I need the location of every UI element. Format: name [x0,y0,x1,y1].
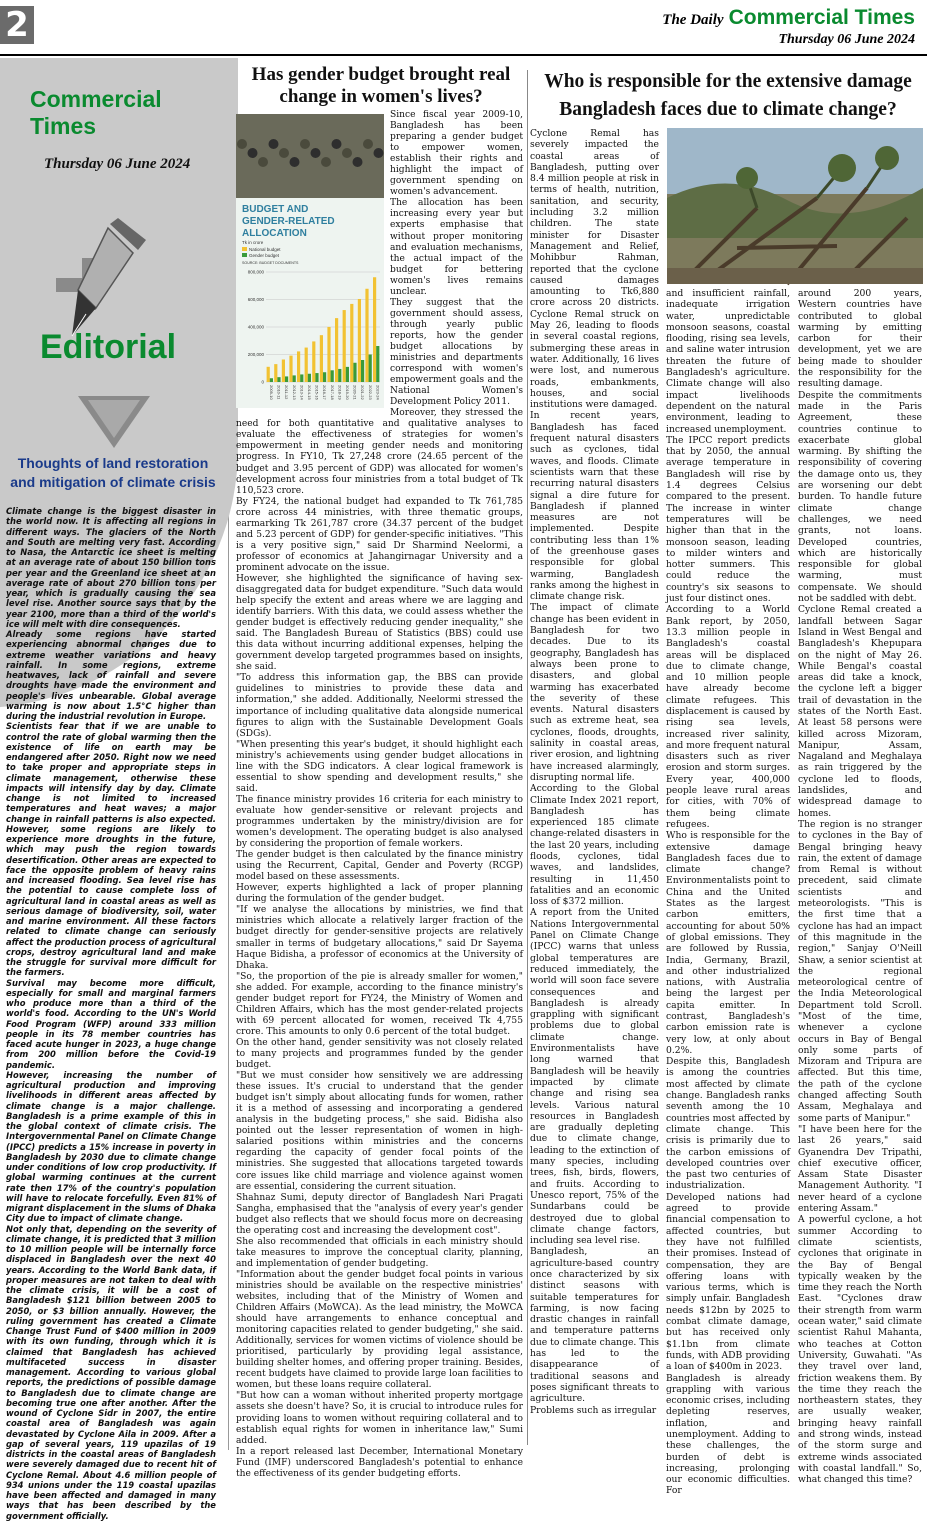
legend-gender: Gender budget [249,253,280,258]
gender-paragraph: "But how can a woman without inherited property mortgage assets she doesn't have? So, it is crucial to introduce rules for providing loans to women without requiring collateral and to establish equal rights for women in inheritance law," Sumi added. [236,1391,523,1446]
editorial-sidebar [0,58,229,1521]
x-tick-label: 2014-15 [307,385,313,400]
gender-budget-chart [236,114,384,408]
chart-unit: Tk in crore [242,240,264,245]
climate-paragraph: A powerful cyclone, a hot summer According to climate scientists, cyclones that originate in the Bay of Bengal typically weaken by the time they reach the North East. "Cyclones draw their strength from warm ocean water," said climate scientist Rahul Mahanta, who teaches at Cotton University, Guwahati. "As they travel over land, friction weakens them. By the time they reach the northeastern states, they are usually weaker, bringing heavy rainfall and strong winds, instead of the storm surge and extreme winds associated with coastal landfall." So, what changed this time? [798,1214,922,1486]
editorial-paragraph: Scientists fear that if we are unable to control the rate of global warming then the existence of life on earth may be endangered after 2050. Right now we need to take proper and appropriate steps in climate management, otherwise these impacts will intensify day by day. Climate change is not limited to increased temperatures and heat waves; a major change in rainfall patterns is also expected. However, some regions are likely to experience more droughts in the future, which may push the region towards desertification. Other areas are expected to face the opposite problem of heavy rains and increased flooding. Sea level rise has the potential to cause complete loss of agricultural land in coastal areas as well as serious damage of biodiversity, soil, water and marine environment. All these factors related to climate change can seriously affect the production process of agricultural crops, destroy agricultural land and make the struggle for survival more difficult for the farmers. [6,721,216,978]
climate-paragraph: Cyclone Remal has severely impacted the coastal areas of Bangladesh, putting over 8.4 million people at risk in terms of health, nutrition, sanitation, and security, including 3.2 million children. The state minister for Disaster Management and Relief, Mohibbur Rahman, reported that the cyclone caused damages amounting to Tk6,880 crore across 20 districts. Cyclone Remal struck on May 26, leading to floods in several coastal regions, submerging these areas in water. Additionally, 16 lives were lost, and numerous roads, embankments, houses, and social institutions were damaged. [530,128,659,411]
bar-national [305,348,308,382]
bar-national [320,335,323,382]
climate-paragraph: Bangladesh is already grappling with various economic crises, including depleting reserves, inflation, and unemployment. Adding to these challenges, the burden of debt is increasing, prolonging our economic difficulties. For [666,1372,790,1497]
x-tick-label: 2023-24 [375,385,381,400]
gender-paragraph: "But we must consider how sensitively we are addressing these issues. It's crucial to understand that the gender budget isn't simply about allocating funds for women, rather it is a method of assessing and incorporating a gendered analysis in the budgeting process," she said. Bidisha also pointed out the lesser representation of women in high-salaried positions within ministries and the concerns regarding the capacity of gender focal points of the ministries. She suggested that allocations targeted towards core issues like child marriage and violence against women are essential, considering the current situation. [236,1071,523,1192]
legend-swatch-national [242,247,247,251]
sidebar-section-title: Editorial [40,328,177,366]
climate-paragraph: The impact of climate change has been evident in Bangladesh for two decades. Due to its geography, Bangladesh has always been prone to disasters, and global warming has exacerbated the severity of these events. Natural disasters such as extreme heat, sea cyclones, floods, droughts, salinity in coastal areas, river erosion, and lightning have increased alarmingly, disrupting normal life. [530,602,659,783]
climate-paragraph: A report from the United Nations Intergovernmental Panel on Climate Change (IPCC) warns that unless global temperatures are reduced immediately, the world will soon face severe consequences and Bangladesh is already grappling with significant problems due to global climate change. Environmentalists have long warned that Bangladesh will be heavily impacted by climate change and rising sea levels. Various natural resources in Bangladesh are gradually depleting due to climate change, leading to the extinction of many species, including trees, fish, birds, flowers, and fruits. According to Unesco report, 75% of the Sundarbans could be destroyed due to global climate change factors, including sea level rise. [530,907,659,1247]
gender-article-headline: Has gender budget brought real change in women's lives? [251,64,511,107]
x-tick-label: 2012-13 [291,385,297,400]
crowd-figure [279,148,289,158]
gender-paragraph: They suggest that the government should assess, through yearly public reports, how the gender budget allocations by ministries and departments correspond with women's empowerment goals and the National Women's Development Policy 2011. [390,297,523,408]
bar-national [312,341,315,382]
bar-national [327,327,330,382]
bar-national [282,360,285,382]
legend-national: National budget [249,247,281,252]
climate-paragraph: According to the Global Climate Index 2021 report, Bangladesh has experienced 185 climate change-related disasters in the last 20 years, including floods, cyclones, tidal waves, and landslides, resulting in 11,450 fatalities and an economic loss of $372 million. [530,783,659,908]
editorial-paragraph: Survival may become more difficult, especially for small and marginal farmers who produce more than a third of the world's food. According to the UN's World Food Program (WFP) around 333 million people in its 78 member countries has faced acute hunger in 2023, a huge change from 200 million before the Covid-19 pandemic. [6,977,216,1070]
bar-gender [331,370,334,382]
gender-paragraph: On the other hand, gender sensitivity was not closely related to many projects and programmes funded by the gender budget. [236,1037,523,1071]
bar-national [343,310,346,382]
x-tick-label: 2019-20 [345,385,351,400]
bar-national [267,367,270,382]
gender-paragraph: The gender budget is then calculated by the finance ministry using the Recurrent, Capital, Gender and Poverty (RCGP) model based on these assessments. [236,850,523,883]
x-tick-label: 2021-22 [360,385,366,400]
crowd-figure [374,148,384,158]
editorial-body [6,506,216,1521]
crowd-figure [311,148,321,158]
crowd-figure [258,157,268,167]
chart-caption-3: ALLOCATION [242,228,307,239]
chart-caption-2: GENDER-RELATED [242,216,335,227]
crowd-figure [269,139,279,149]
climate-paragraph: and insufficient rainfall, inadequate irrigation water, unpredictable monsoon seasons, coastal flooding, rising sea levels, and saline water intrusion threaten the future of Bangladesh's agriculture. Climate change will also impact livelihoods dependent on the natural environment, leading to increased unemployment. [666,288,790,435]
gender-paragraph: In a report released last December, International Monetary Fund (IMF) underscored Bangladesh's potential to enhance the effectiveness of its gender budgeting efforts. [236,1446,523,1479]
gender-paragraph: Since fiscal year 2009-10, Bangladesh has been preparing a gender budget to empower women, establish their rights and highlight the impact of government spending on women's advancement. [390,110,523,198]
sidebar-logo: Commercial Times [30,86,162,139]
climate-paragraph: Cyclone Remal created a landfall between Sagar Island in West Bengal and Bangladesh's Khepupara on the night of May 26. While Bengal's coastal areas did take a knock, the cyclone left a bigger trail of devastation in the states of the North East. At least 58 persons were killed across Mizoram, Manipur, Assam, Nagaland and Meghalaya as rain triggered by the cyclone led to floods, landslides, and widespread damage to homes. [798,604,922,819]
bar-national [289,356,292,382]
crowd-figure [237,139,247,149]
gender-paragraph: However, experts highlighted a lack of proper planning during the formulation of the gender budget. [236,883,523,905]
crowd-figure [353,157,363,167]
sidebar-date: Thursday 06 June 2024 [44,156,191,172]
column-divider [527,70,528,1445]
x-tick-label: 2013-14 [299,385,305,400]
gender-paragraph: Moreover, they stressed the need for both quantitative and qualitative analyses to evaluate the effectiveness of strategies for women's empowerment in meeting gender needs and monitoring progress. In FY10, Tk 27,248 crore (24.65 percent of the budget and 3.95 percent of GDP) was allocated for women's development across four ministries from a total budget of Tk 110,523 crore. [236,408,523,496]
editorial-paragraph: Already some regions have started experiencing abnormal changes due to extreme weather variations and heavy rainfall. In some regions, extreme heatwaves, lack of rainfall and severe droughts have made the environment and people's lives unbearable. Global average warming is now about 1.5°C higher than during the industrial revolution in Europe. [6,629,216,721]
down-triangle-icon [78,396,150,448]
masthead-daily: The Daily [662,12,724,28]
header-date: Thursday 06 June 2024 [778,32,915,47]
bar-gender [285,376,288,382]
gender-article-body [236,110,523,1480]
x-tick-label: 2020-21 [352,385,358,400]
x-tick-label: 2017-18 [329,385,335,400]
bar-national [274,364,277,382]
climate-paragraph: around 200 years, Western countries have contributed to global warming by emitting carbon for their development, yet we are being made to shoulder the responsibility for the resulting damage. [798,288,922,390]
y-tick-label: 400,000 [247,324,264,330]
bar-gender [361,360,364,382]
climate-column-2 [666,288,790,1497]
bar-national [297,351,300,382]
bar-gender [346,367,349,382]
gender-paragraph: By FY24, the national budget had expanded to Tk 761,785 crore across 44 ministries, with three thematic groups, earmarking Tk 261,787 crore (34.37 percent of the budget and 5.23 percent of GDP) for gender-specific initiatives. "This is a very positive sign," said Dr Sharmind Neelormi, a professor of economics at Jahangirnagar University and a prominent advocate on the issue. [236,496,523,573]
bar-national [335,318,338,382]
editorial-title: Thoughts of land restoration and mitigation of climate crisis [10,455,216,490]
climate-article-headline: Who is responsible for the extensive damage Bangladesh faces due to climate change? [544,71,912,120]
gender-paragraph: "So, the proportion of the pie is already smaller for women," she added. For example, according to the finance ministry's gender budget report for FY24, the Ministry of Women and Children Affairs, which has the most gender-related projects with 69 percent allocated for women, received Tk 4,755 crore. This amounts to only 0.6 percent of the total budget. [236,971,523,1037]
bar-gender [369,355,372,383]
editorial-paragraph: Climate change is the biggest disaster in the world now. It is affecting all regions in different ways. The glaciers of the North and South are melting very fast. According to Nasa, the Antarctic ice sheet is melting at an average rate of about 150 billion tons per year and the Greenland ice sheet at an average rate of about 270 billion tons per year, which is gradually causing the sea level rise. Another source says that by the year 2100, more than a third of the world's ice will melt with dire consequences. [6,506,216,629]
climate-paragraph: "I have been here for the last 26 years," said Gyanendra Dev Tripathi, chief executive officer, Assam State Disaster Management Authority. "I never heard of a cyclone entering Assam." [798,1123,922,1215]
gender-paragraph: The finance ministry provides 16 criteria for each ministry to evaluate how gender-sensitive or relevant projects and programmes undertaken by the ministry/division are for women's development. The operating budget is also analysed by considering the proportion of female workers. [236,794,523,850]
gender-paragraph: "Information about the gender budget focal points in various ministries should be available on the respective ministries' websites, including that of the Ministry of Women and Children Affairs (MoWCA). As the lead ministry, the MoWCA should have arrangements to enhance conceptual and monitoring capacities related to gender budgeting," she said. Additionally, services for women victims of violence should be prioritised, particularly by providing legal assistance, building shelter homes, and offering proper training. Besides, recent budgets have claimed to provide large loan facilities to women, but these loans require collateral. [236,1269,523,1391]
x-tick-label: 2011-12 [284,385,290,400]
bar-gender [308,374,311,382]
climate-paragraph: Who is responsible for the extensive damage Bangladesh faces due to climate change? Environmentalists point to China and the United States as the largest carbon emitters, accounting for about 50% of global emissions. They are followed by Russia, India, Germany, Brazil, and other industrialized nations, with Australia being the largest per capita emitter. In contrast, Bangladesh's carbon emission rate is very low, at only about 0.2%. [666,830,790,1056]
protest-photo [236,114,384,198]
y-tick-label: 600,000 [247,297,264,302]
page-number: 2 [0,6,34,44]
masthead-name: Commercial Times [728,6,915,29]
crowd-figure [290,157,300,167]
bar-gender [353,363,356,382]
bar-gender [293,375,296,382]
bar-national [365,289,368,382]
bar-gender [270,378,273,382]
climate-paragraph: Despite this, Bangladesh is among the countries most affected by climate change. Bangladesh ranks seventh among the 10 countries most affected by climate change. This crisis is primarily due to the carbon emissions of developed countries over the past two centuries of industrialization. Developed nations had agreed to provide financial compensation to affected countries, but they have not fulfilled their promises. Instead of compensation, they are offering loans with various terms, which is simply unfair. Bangladesh needs $12bn by 2025 to combat climate damage, but has received only $1.1bn from climate funds, with ADB providing a loan of $400m in 2023. [666,1056,790,1373]
climate-paragraph: According to a World Bank report, by 2050, 13.3 million people in Bangladesh's coastal areas will be displaced due to climate change, and 10 million people have already become climate refugees. This displacement is caused by rising sea levels, increased river salinity, and more frequent natural disasters such as river erosion and storm surges. Every year, 400,000 people leave rural areas for cities, with 70% of them being climate refugees. [666,604,790,830]
climate-paragraph: Problems such as irregular [530,1404,657,1416]
y-tick-label: 0 [261,379,264,385]
gender-paragraph: "If we analyse the allocations by ministries, we find that ministries which allocate a relatively larger fraction of the budget directly for gender-sensitive projects are relatively smaller in terms of budgetary allocations," said Dr Sayema Haque Bidisha, a professor of economics at the University of Dhaka. [236,905,523,971]
gender-paragraph: Shahnaz Sumi, deputy director of Bangladesh Nari Pragati Sangha, emphasised that the "analysis of every year's gender budget also reflects that we should focus more on decreasing the operating cost and increasing the development cost". [236,1192,523,1236]
crowd-figure [332,139,342,149]
climate-paragraph: In recent years, Bangladesh has faced frequent natural disasters such as cyclones, tidal waves, and floods. Climate scientists warn that these recurring natural disasters signal a dire future for Bangladesh if planned measures are not implemented. Despite contributing less than 1% of the greenhouse gases responsible for global warming, Bangladesh ranks among the highest in climate change risk. [530,410,659,603]
gender-paragraph: She also recommended that officials in each ministry should take measures to improve the conceptual clarity, planning, and implementation of gender budgeting. [236,1236,523,1269]
crowd-figure [342,148,352,158]
chart-caption-1: BUDGET AND [242,204,309,215]
y-tick-label: 200,000 [247,352,264,357]
x-tick-label: 2015-16 [314,385,320,400]
x-tick-label: 2016-17 [322,385,328,400]
bar-national [373,277,376,382]
climate-paragraph: Bangladesh, an agriculture-based country once characterized by six distinct seasons with suitable temperatures for farming, is now facing drastic changes in rainfall and temperature patterns due to climate change. This has led to the disappearance of traditional seasons and poses significant threats to agriculture. [530,1246,659,1405]
masthead [662,6,915,30]
bar-national [350,304,353,382]
crowd-figure [363,139,373,149]
gender-paragraph: "When presenting this year's budget, it should highlight each ministry's achievements using gender budget allocations in line with the SDG indicators. A clear logical framework is essential to show spending and development results," she said. [236,739,523,794]
x-tick-label: 2022-23 [367,385,373,400]
x-tick-label: 2010-11 [276,385,282,400]
crowd-figure [248,148,258,158]
climate-paragraph: The IPCC report predicts that by 2050, the annual average temperature in Bangladesh will rise by 1.4 degrees Celsius compared to the present. The increase in winter temperatures will be higher than that in the monsoon season, leading to milder winters and hotter summers. This could reduce the country's six seasons to just four distinct ones. [666,434,790,605]
bar-gender [277,377,280,382]
climate-paragraph: The region is no stranger to cyclones in the Bay of Bengal bringing heavy rain, the extent of damage from Remal is without precedent, said climate scientists and meteorologists. "This is the first time that a cyclone has had an impact of this magnitude in the region," Sanjay O'Neill Shaw, a senior scientist at the regional meteorological centre of the India Meteorological Department told Scroll. "Most of the time, whenever a cyclone occurs in Bay of Bengal only some parts of Mizoram and Tripura are affected. But this time, the path of the cyclone changed affecting South Assam, Meghalaya and some parts of Manipur." [798,818,922,1124]
climate-column-1 [530,128,659,1416]
bar-gender [376,346,379,382]
bar-gender [300,374,303,382]
editorial-paragraph: However, increasing the number of agricultural production and improving livelihoods in different areas affected by climate change is a major challenge. Bangladesh is a prime example of this in the global context of climate crisis. The Intergovernmental Panel on Climate Change (IPCC) predicts a 15% increase in poverty in Bangladesh by 2030 due to climate change under conditions of low crop productivity. If global warming continues at the current rate then 17% of the country's population will have to relocate forcefully. Even 81% of migrant displacement in the slums of Dhaka City due to impact of climate change. [6,1069,216,1224]
y-tick-label: 800,000 [247,269,264,275]
bar-national [358,299,361,382]
gender-paragraph: The allocation has been increasing every year but experts emphasise that without proper monitoring and evaluation mechanisms, the actual impact of the budget for bettering women's lives remains unclear. [390,198,523,297]
bar-gender [323,372,326,382]
gender-paragraph: However, she highlighted the significance of having sex-disaggregated data for budget expenditure. "Such data would help specify the extent and areas where we are lagging and identify barriers. With this data, we could assess whether the gender budget is effectively reducing gender inequality," she said. The Bangladesh Bureau of Statistics (BBS) could use this data without incurring additional expenses, helping the government develop targeted programmes based on insights, she said. [236,573,523,673]
climate-column-3 [798,288,922,1485]
bar-gender [338,369,341,382]
crowd-figure [300,139,310,149]
editorial-paragraph: Not only that, depending on the severity of climate change, it is predicted that 3 million to 10 million people will be internally force displaced in Bangladesh over the next 40 years. According to the World Bank data, if proper measures are not taken to deal with the climate crisis, it will be a cost of Bangladesh $121 billion between 2005 to 2050, or $3 billion annually. However, the ruling government has created a Climate Change Trust Fund of $400 million in 2009 with its own funding, through which it is claimed that Bangladesh has achieved multifaceted success in disaster management. According to various global reports, the predictions of possible damage to Bangladesh due to climate change are becoming true one after another. After the wound of Cyclone Sidr in 2007, the entire coastal area of Bangladesh was again devastated by Cyclone Aila in 2009. After a gap of several years, 119 upazilas of 19 districts in the coastal areas of Bangladesh were severely damaged due to recent hit of Cyclone Remal. About 4.6 million people of 934 unions under the 119 coastal upazilas have been affected and damaged in many ways that has been described by the government officially. [6,1223,216,1521]
climate-paragraph: Despite the commitments made in the Paris Agreement, these countries continue to exacerbate global warming. By shifting the responsibility of covering the damage onto us, they are worsening our debt burden. To handle future climate change challenges, we need grants, not loans. Developed countries, which are historically responsible for global warming, must compensate. We should not be saddled with debt. [798,389,922,605]
chart-source: SOURCE: BUDGET DOCUMENTS [242,261,299,265]
bar-gender [315,373,318,382]
header-rule [0,54,927,56]
gender-paragraph: "To address this information gap, the BBS can provide guidelines to ministries to provide these data and information," she added. Additionally, Neelormi stressed the importance of including qualitative data alongside numerical figures to align with the Sustainable Development Goals (SDGs). [236,673,523,739]
x-tick-label: 2018-19 [337,385,343,400]
storm-damage-photo [667,128,923,284]
crowd-figure [321,157,331,167]
legend-swatch-gender [242,253,247,257]
x-tick-label: 2009-10 [269,385,275,400]
